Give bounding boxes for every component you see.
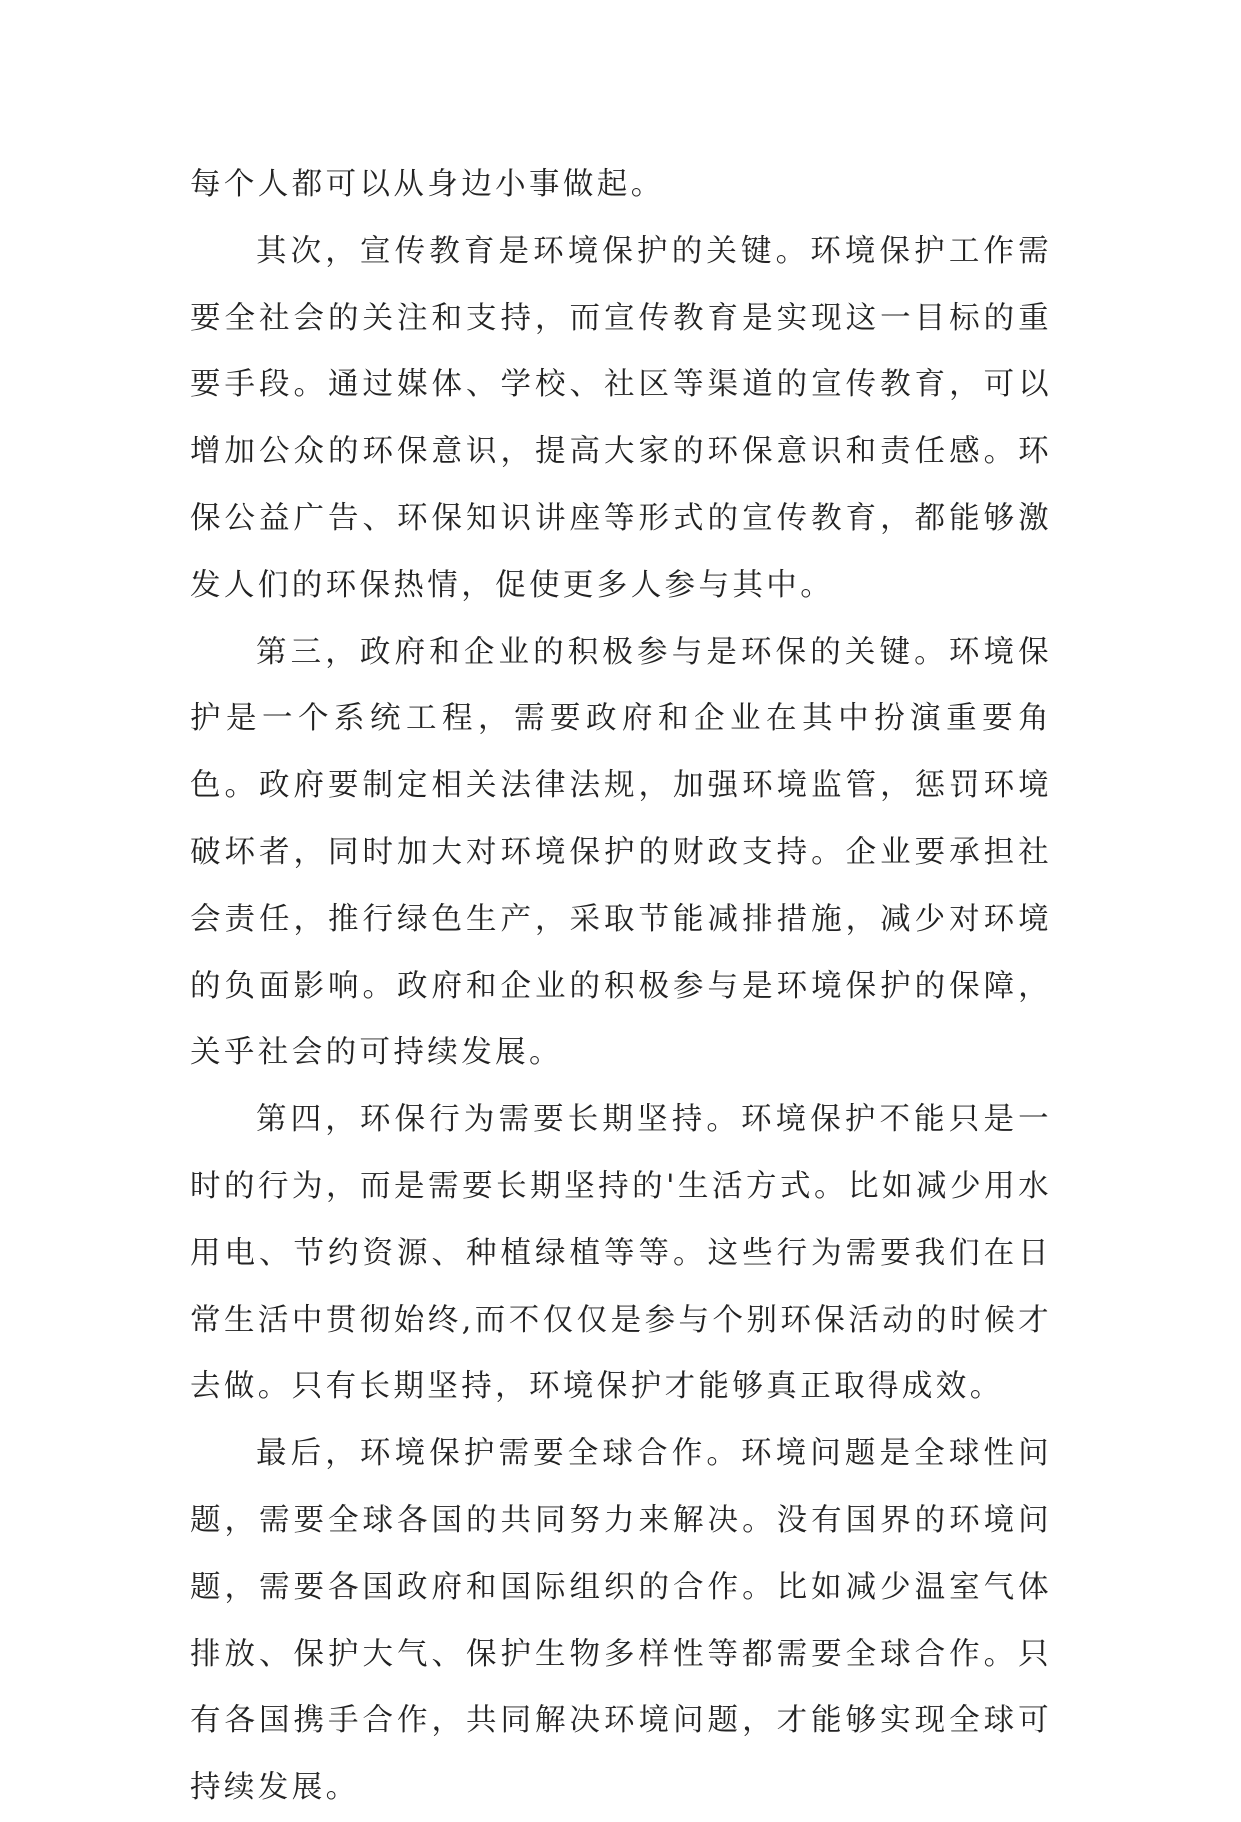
paragraph-5: 最后，环境保护需要全球合作。环境问题是全球性问题，需要全球各国的共同努力来解决。没有国界的环境问题，需要各国政府和国际组织的合作。比如减少温室气体排放、保护大气、保护生物多样性等都需要全球合作。只有各国携手合作，共同解决环境问题，才能够实现全球可持续发展。 xyxy=(190,1436,1052,1806)
paragraph-3: 第三，政府和企业的积极参与是环保的关键。环境保护是一个系统工程，需要政府和企业在其中扮演重要角色。政府要制定相关法律法规，加强环境监管，惩罚环境破坏者，同时加大对环境保护的财政支持。企业要承担社会责任，推行绿色生产，采取节能减排措施，减少对环境的负面影响。政府和企业的积极参与是环境保护的保障，关乎社会的可持续发展。 xyxy=(190,634,1052,1071)
paragraph-4: 第四，环保行为需要长期坚持。环境保护不能只是一时的行为，而是需要长期坚持的'生活方式。比如减少用水用电、节约资源、种植绿植等等。这些行为需要我们在日常生活中贯彻始终,而不仅仅是参与个别环保活动的时候才去做。只有长期坚持，环境保护才能够真正取得成效。 xyxy=(190,1102,1052,1405)
paragraph-2: 其次，宣传教育是环境保护的关键。环境保护工作需要全社会的关注和支持，而宣传教育是实现这一目标的重要手段。通过媒体、学校、社区等渠道的宣传教育，可以增加公众的环保意识，提高大家的环保意识和责任感。环保公益广告、环保知识讲座等形式的宣传教育，都能够激发人们的环保热情，促使更多人参与其中。 xyxy=(190,233,1052,603)
body-text xyxy=(190,152,1052,1822)
paragraph-1: 每个人都可以从身边小事做起。 xyxy=(190,167,665,202)
